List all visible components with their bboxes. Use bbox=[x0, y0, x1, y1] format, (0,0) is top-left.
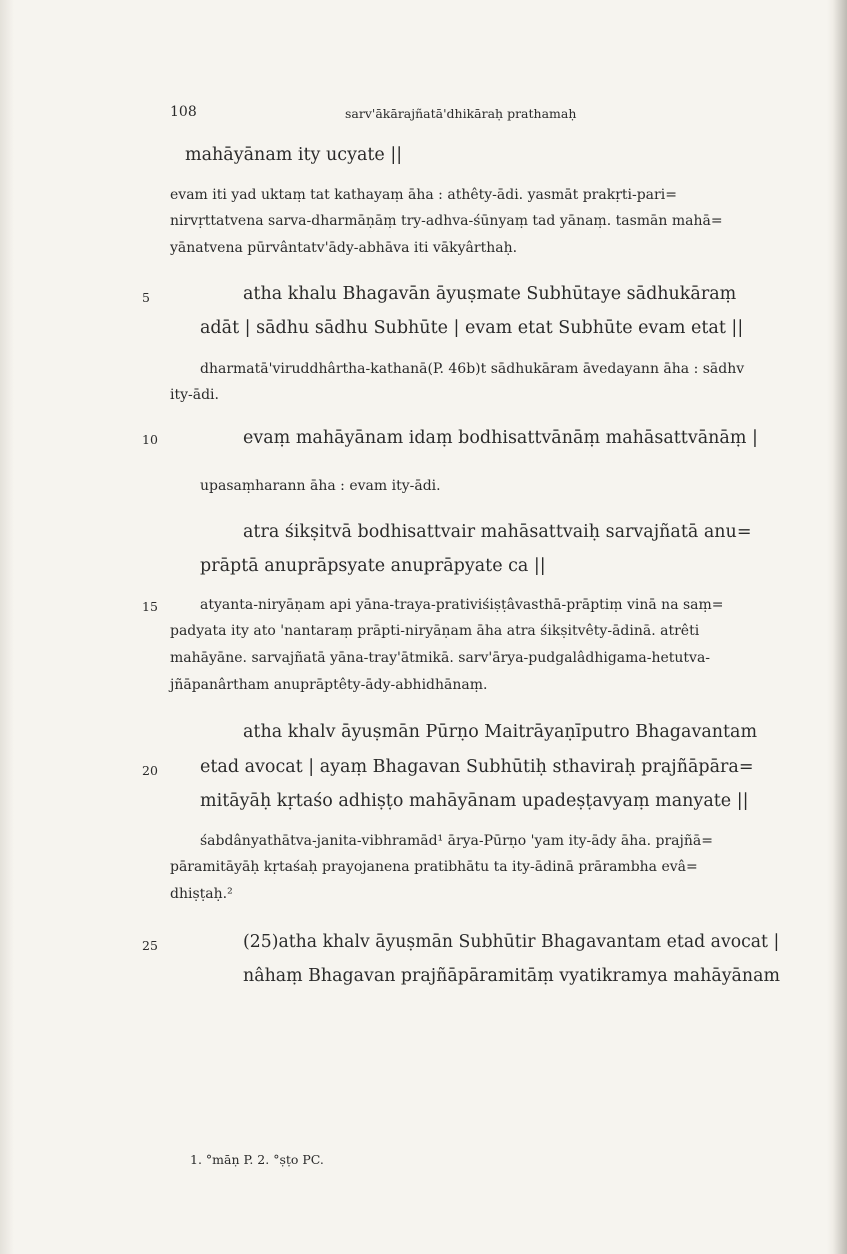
root-text-line: mahāyānam ity ucyate || bbox=[185, 145, 403, 165]
commentary-line: yānatvena pūrvântatv'ādy-abhāva iti vākyârthaḥ. bbox=[170, 240, 518, 256]
root-text-line: etad avocat | ayaṃ Bhagavan Subhūtiḥ sthaviraḥ prajñāpāra= bbox=[200, 757, 754, 777]
commentary-line: atyanta-niryāṇam api yāna-traya-prativiśiṣṭâvasthā-prāptiṃ vinā na saṃ= bbox=[200, 597, 724, 613]
line-number: 15 bbox=[142, 599, 158, 614]
commentary-line: nirvṛttatvena sarva-dharmāṇāṃ try-adhva-śūnyaṃ tad yānaṃ. tasmān mahā= bbox=[170, 213, 723, 229]
root-text-line: mitāyāḥ kṛtaśo adhiṣṭo mahāyānam upadeṣṭavyaṃ manyate || bbox=[200, 791, 749, 811]
root-text-line: atha khalu Bhagavān āyuṣmate Subhūtaye sādhukāraṃ bbox=[243, 284, 737, 304]
root-text-line: (25)atha khalv āyuṣmān Subhūtir Bhagavantam etad avocat | bbox=[243, 932, 780, 952]
page-number: 108 bbox=[170, 104, 197, 120]
commentary-line: padyata ity ato 'nantaraṃ prāpti-niryāṇam āha atra śikṣitvêty-ādinā. atrêti bbox=[170, 623, 700, 639]
root-text-line: atha khalv āyuṣmān Pūrṇo Maitrāyaṇīputro Bhagavantam bbox=[243, 722, 758, 742]
root-text-line: nâhaṃ Bhagavan prajñāpāramitāṃ vyatikramya mahāyānam bbox=[243, 966, 780, 986]
running-title: sarv'ākārajñatā'dhikāraḥ prathamaḥ bbox=[345, 106, 577, 121]
commentary-line: pāramitāyāḥ kṛtaśaḥ prayojanena pratibhātu ta ity-ādinā prārambha evâ= bbox=[170, 859, 698, 875]
commentary-line: dhiṣṭaḥ.² bbox=[170, 886, 233, 902]
commentary-line: evam iti yad uktaṃ tat kathayaṃ āha : athêty-ādi. yasmāt prakṛti-pari= bbox=[170, 187, 677, 203]
root-text-line: evaṃ mahāyānam idaṃ bodhisattvānāṃ mahāsattvānāṃ | bbox=[243, 428, 758, 448]
commentary-line: ity-ādi. bbox=[170, 387, 219, 403]
right-page-edge bbox=[827, 0, 847, 1254]
line-number: 5 bbox=[142, 290, 150, 305]
commentary-line: mahāyāne. sarvajñatā yāna-tray'ātmikā. sarv'ārya-pudgalâdhigama-hetutva- bbox=[170, 650, 711, 666]
commentary-line: jñāpanârtham anuprāptêty-ādy-abhidhānaṃ. bbox=[170, 677, 488, 693]
commentary-line: śabdânyathātva-janita-vibhramād¹ ārya-Pūrṇo 'yam ity-ādy āha. prajñā= bbox=[200, 833, 713, 849]
footnotes: 1. °māṇ P. 2. °ṣṭo PC. bbox=[190, 1152, 324, 1167]
root-text-line: prāptā anuprāpsyate anuprāpyate ca || bbox=[200, 556, 546, 576]
commentary-line: upasaṃharann āha : evam ity-ādi. bbox=[200, 478, 441, 494]
root-text-line: adāt | sādhu sādhu Subhūte | evam etat Subhūte evam etat || bbox=[200, 318, 744, 338]
root-text-line: atra śikṣitvā bodhisattvair mahāsattvaiḥ sarvajñatā anu= bbox=[243, 522, 752, 542]
line-number: 20 bbox=[142, 763, 158, 778]
line-number: 10 bbox=[142, 432, 158, 447]
commentary-line: dharmatā'viruddhârtha-kathanā(P. 46b)t sādhukāram āvedayann āha : sādhv bbox=[200, 361, 745, 377]
line-number: 25 bbox=[142, 938, 158, 953]
left-page-edge bbox=[0, 0, 14, 1254]
